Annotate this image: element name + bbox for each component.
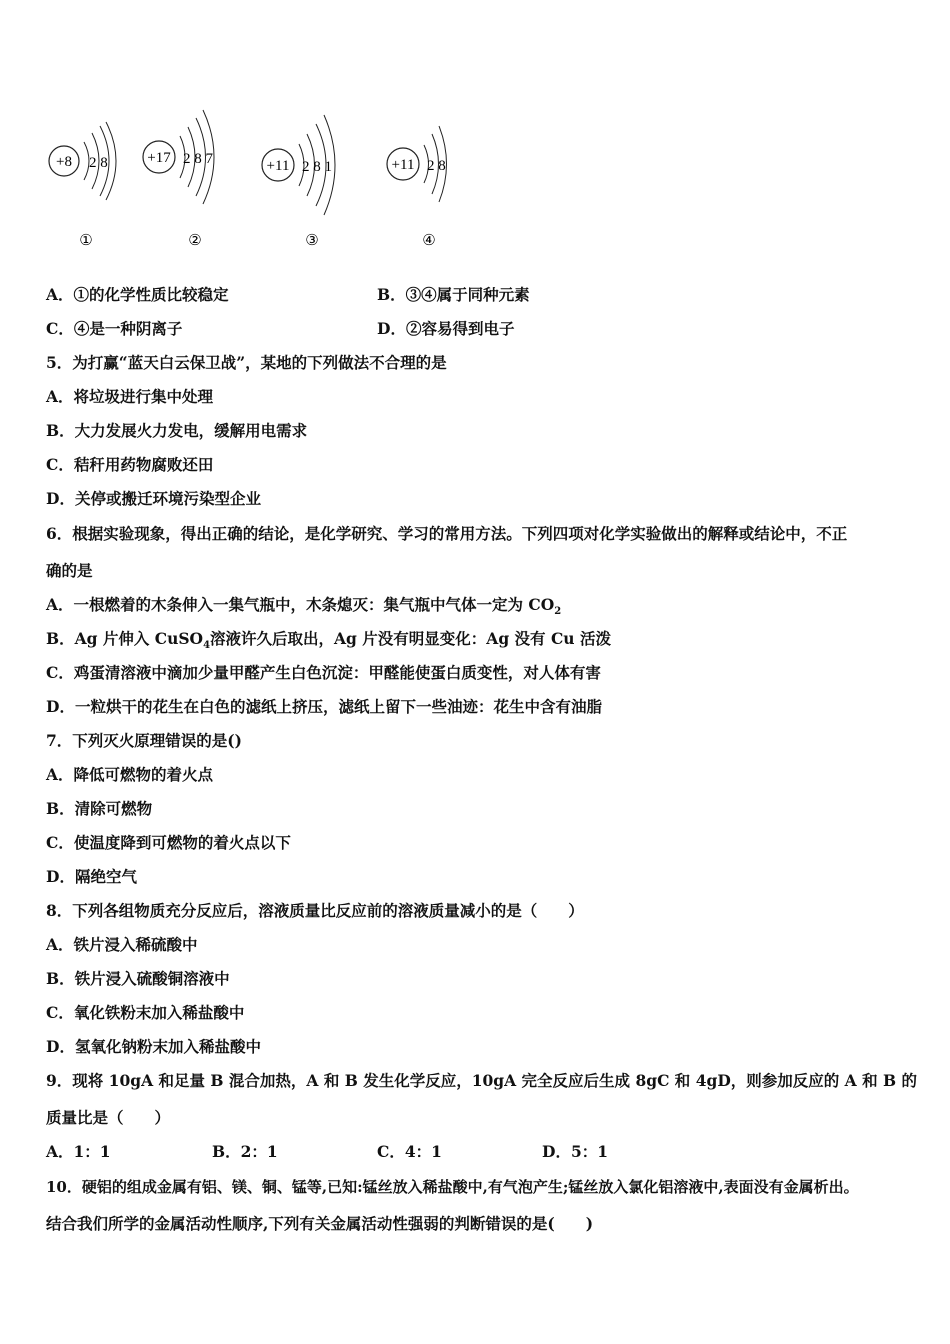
atom-1-nucleus: +8 xyxy=(56,154,72,170)
q4-option-c[interactable]: C．④是一种阴离子 xyxy=(46,319,183,338)
q9-stem-line-1: 9．现将 10gA 和足量 B 混合加热，A 和 B 发生化学反应，10gA 完全反应后生成 8gC 和 4gD，则参加反应的 A 和 B 的 xyxy=(46,1071,917,1090)
q5-option-c[interactable]: C．秸秆用药物腐败还田 xyxy=(46,455,214,474)
q8-option-a[interactable]: A．铁片浸入稀硫酸中 xyxy=(46,935,198,954)
atom-4-nucleus: +11 xyxy=(391,157,415,173)
atom-1 xyxy=(49,122,116,249)
q6-option-b[interactable] xyxy=(46,629,611,656)
q8-option-c[interactable]: C．氧化铁粉末加入稀盐酸中 xyxy=(46,1003,245,1022)
q6-option-b-text-post: 溶液许久后取出，Ag 片没有明显变化：Ag 没有 Cu 活泼 xyxy=(210,629,611,648)
q5-option-d[interactable]: D．关停或搬迁环境污染型企业 xyxy=(46,489,261,508)
q10-stem-line-1: 10．硬铝的组成金属有铝、镁、铜、锰等,已知:锰丝放入稀盐酸中,有气泡产生;锰丝放入氯化铝溶液中,表面没有金属析出。 xyxy=(46,1178,859,1196)
q6-stem-line-2: 确的是 xyxy=(46,561,93,580)
q9-option-a[interactable]: A．1：1 xyxy=(46,1142,111,1161)
q6-stem-line-1: 6．根据实验现象，得出正确的结论，是化学研究、学习的常用方法。下列四项对化学实验做出的解释或结论中，不正 xyxy=(46,524,848,543)
q10-stem-line-2: 结合我们所学的金属活动性顺序,下列有关金属活动性强弱的判断错误的是( ) xyxy=(46,1214,594,1233)
q6-option-b-text-pre: B．Ag 片伸入 CuSO xyxy=(46,629,204,648)
q7-option-a[interactable]: A．降低可燃物的着火点 xyxy=(46,765,214,784)
q8-stem: 8．下列各组物质充分反应后，溶液质量比反应前的溶液质量减小的是（ ） xyxy=(46,901,584,920)
q6-option-a-text: A．一根燃着的木条伸入一集气瓶中，木条熄灭：集气瓶中气体一定为 CO xyxy=(46,595,555,614)
q5-option-b[interactable]: B．大力发展火力发电，缓解用电需求 xyxy=(46,421,308,440)
q6-option-c[interactable]: C．鸡蛋清溶液中滴加少量甲醛产生白色沉淀：甲醛能使蛋白质变性，对人体有害 xyxy=(46,663,601,682)
q9-option-d[interactable]: D．5：1 xyxy=(542,1142,609,1161)
atom-2 xyxy=(143,110,214,249)
q6-option-d[interactable]: D．一粒烘干的花生在白色的滤纸上挤压，滤纸上留下一些油迹：花生中含有油脂 xyxy=(46,697,602,716)
q7-option-b[interactable]: B．清除可燃物 xyxy=(46,799,153,818)
atom-1-label: ① xyxy=(79,231,93,249)
q8-option-d[interactable]: D．氢氧化钠粉末加入稀盐酸中 xyxy=(46,1037,261,1056)
q9-stem-line-2: 质量比是（ ） xyxy=(46,1108,171,1127)
q7-option-d[interactable]: D．隔绝空气 xyxy=(46,867,137,886)
atom-4-shells: 2 8 xyxy=(427,158,446,174)
q7-stem: 7．下列灭火原理错误的是() xyxy=(46,731,242,750)
q4-option-b[interactable]: B．③④属于同种元素 xyxy=(377,285,530,304)
q5-stem: 5．为打赢“蓝天白云保卫战”，某地的下列做法不合理的是 xyxy=(46,353,447,372)
atom-4-label: ④ xyxy=(422,231,436,249)
atom-2-shells: 2 8 7 xyxy=(183,151,213,167)
q9-option-c[interactable]: C．4：1 xyxy=(377,1142,442,1161)
q6-option-a-subscript: 2 xyxy=(554,606,562,618)
atom-4 xyxy=(387,126,447,249)
atom-2-label: ② xyxy=(188,231,202,249)
q6-option-b-subscript: 4 xyxy=(203,640,211,652)
q8-option-b[interactable]: B．铁片浸入硫酸铜溶液中 xyxy=(46,969,230,988)
q6-option-a[interactable] xyxy=(46,595,561,622)
q5-option-a[interactable]: A．将垃圾进行集中处理 xyxy=(46,387,214,406)
atom-3-label: ③ xyxy=(305,231,319,249)
atom-structure-diagram xyxy=(40,100,500,260)
q7-option-c[interactable]: C．使温度降到可燃物的着火点以下 xyxy=(46,833,291,852)
atom-3 xyxy=(262,115,335,249)
atom-3-nucleus: +11 xyxy=(266,158,290,174)
q4-option-d[interactable]: D．②容易得到电子 xyxy=(377,319,515,338)
q9-option-b[interactable]: B．2：1 xyxy=(212,1142,278,1161)
atom-2-nucleus: +17 xyxy=(147,150,171,166)
q4-option-a[interactable]: A．①的化学性质比较稳定 xyxy=(46,285,229,304)
atom-1-shells: 2 8 xyxy=(89,155,108,171)
atom-3-shells: 2 8 1 xyxy=(302,159,332,175)
